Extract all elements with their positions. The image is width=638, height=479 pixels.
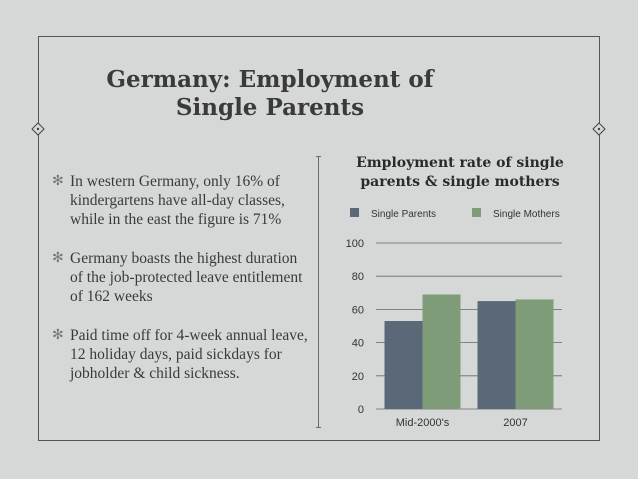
bar bbox=[385, 321, 423, 409]
bar bbox=[516, 299, 554, 409]
legend-swatch bbox=[472, 208, 481, 217]
y-tick-label: 20 bbox=[351, 370, 364, 383]
asterisk-bullet-icon: ✻ bbox=[52, 328, 64, 343]
y-tick-label: 80 bbox=[351, 271, 364, 284]
bar bbox=[423, 294, 461, 409]
y-tick-label: 100 bbox=[345, 238, 364, 250]
right-ornament-icon bbox=[592, 122, 606, 136]
legend-label: Single Mothers bbox=[493, 209, 560, 220]
column-divider bbox=[318, 156, 319, 428]
bullet-text: In western Germany, only 16% of kindergartens have all-day classes, while in the east the figure is 71% bbox=[70, 173, 285, 228]
x-tick-label: 2007 bbox=[503, 417, 528, 429]
bar-chart bbox=[330, 196, 580, 441]
slide-title: Germany: Employment of Single Parents bbox=[106, 66, 434, 121]
divider-tick-top bbox=[316, 156, 321, 157]
bullet-text: Paid time off for 4-week annual leave, 12 holiday days, paid sickdays for jobholder & child sickness. bbox=[70, 327, 308, 382]
bullet-text: Germany boasts the highest duration of the job-protected leave entitlement of 162 weeks bbox=[70, 250, 303, 305]
y-tick-label: 0 bbox=[357, 404, 364, 416]
y-tick-label: 40 bbox=[351, 337, 364, 350]
bullet-item bbox=[50, 249, 310, 306]
bullet-list bbox=[50, 172, 310, 403]
asterisk-bullet-icon: ✻ bbox=[52, 174, 64, 189]
divider-tick-bottom bbox=[316, 427, 321, 428]
left-ornament-icon bbox=[31, 122, 45, 136]
legend-swatch bbox=[350, 208, 359, 217]
frame-right-line bbox=[599, 36, 600, 441]
legend-label: Single Parents bbox=[371, 209, 437, 220]
bullet-item bbox=[50, 326, 310, 383]
frame-left-line bbox=[38, 36, 39, 441]
y-tick-label: 60 bbox=[351, 304, 364, 317]
bar bbox=[478, 301, 516, 409]
asterisk-bullet-icon: ✻ bbox=[52, 251, 64, 266]
chart-title: Employment rate of single parents & single mothers bbox=[356, 155, 564, 190]
bullet-item bbox=[50, 172, 310, 229]
frame-top-line bbox=[38, 36, 600, 37]
x-tick-label: Mid-2000's bbox=[395, 417, 450, 429]
